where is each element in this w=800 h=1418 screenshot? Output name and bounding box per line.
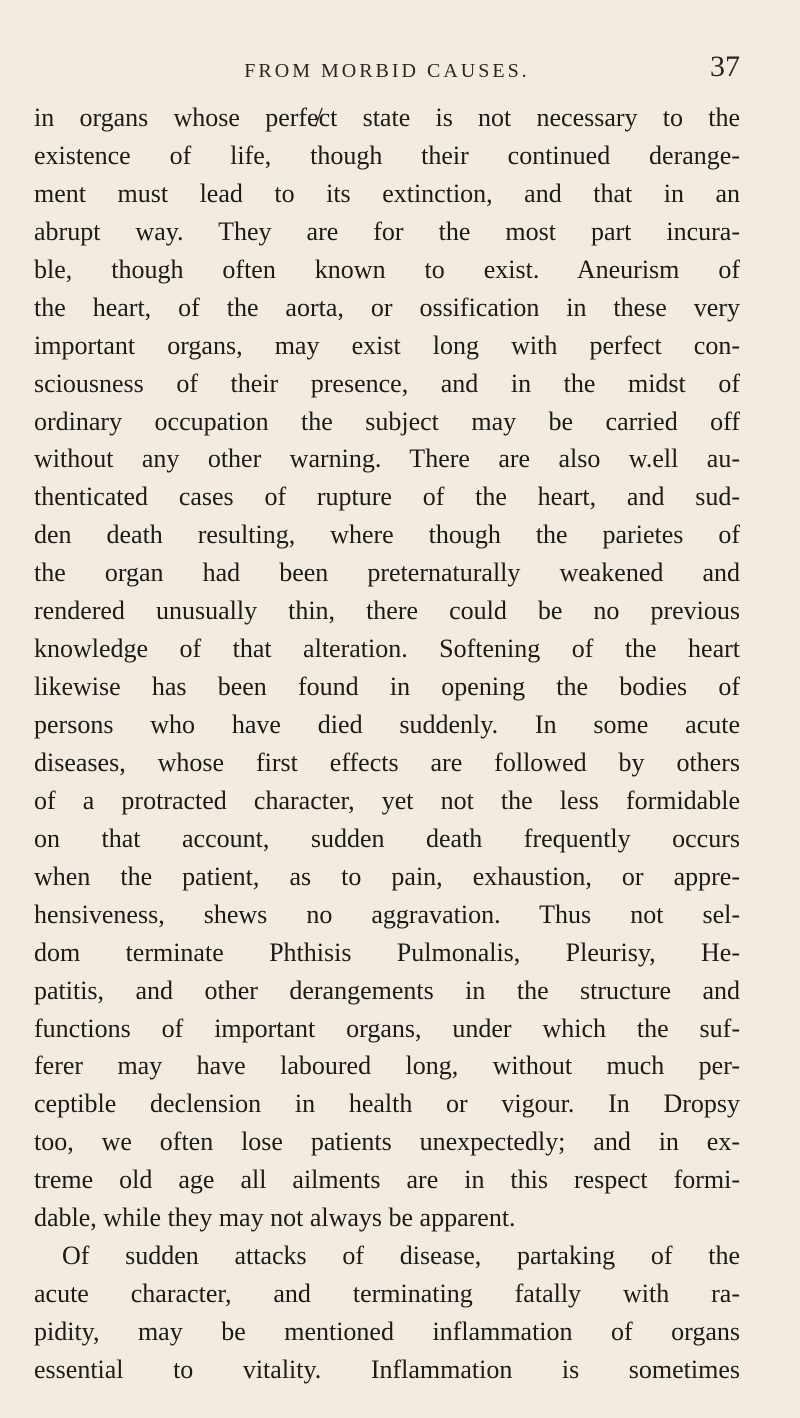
- text-line: of a protracted character, yet not the less formidable: [34, 785, 740, 815]
- text-line: sciousness of their presence, and in the midst of: [34, 368, 740, 398]
- text-line: functions of important organs, under which the suf-: [34, 1013, 740, 1043]
- text-line: ferer may have laboured long, without much per-: [34, 1051, 740, 1081]
- text-line: rendered unusually thin, there could be no previous: [34, 596, 740, 626]
- text-line: on that account, sudden death frequently occurs: [34, 823, 740, 853]
- text-line: ble, though often known to exist. Aneurism of: [34, 254, 740, 284]
- body-text: [34, 99, 740, 1389]
- text-line: in organs whose perfe̸ct state is not necessary to the: [34, 103, 740, 132]
- text-line: persons who have died suddenly. In some acute: [34, 710, 740, 739]
- text-line: dable, while they may not always be apparent.: [34, 1203, 516, 1233]
- text-line: likewise has been found in opening the bodies of: [34, 672, 740, 702]
- text-line: den death resulting, where though the parietes of: [34, 520, 740, 550]
- text-line: diseases, whose first effects are followed by others: [34, 747, 740, 777]
- text-line: abrupt way. They are for the most part incura-: [34, 216, 740, 246]
- text-line: hensiveness, shews no aggravation. Thus not sel-: [34, 899, 740, 929]
- text-line: ment must lead to its extinction, and that in an: [34, 178, 740, 208]
- page-number: 37: [710, 50, 740, 83]
- text-line: the heart, of the aorta, or ossification in these very: [34, 292, 740, 322]
- text-line: without any other warning. There are also w.ell au-: [34, 444, 740, 474]
- text-line: too, we often lose patients unexpectedly; and in ex-: [34, 1127, 740, 1157]
- text-line: knowledge of that alteration. Softening of the heart: [34, 634, 740, 664]
- text-line: dom terminate Phthisis Pulmonalis, Pleurisy, He-: [34, 937, 740, 967]
- text-line: existence of life, though their continued derange-: [34, 140, 740, 170]
- text-line: ceptible declension in health or vigour. In Dropsy: [34, 1089, 740, 1119]
- text-line: the organ had been preternaturally weakened and: [34, 558, 740, 588]
- text-line: pidity, may be mentioned inflammation of organs: [34, 1317, 740, 1346]
- paragraph-start-line: Of sudden attacks of disease, partaking of the: [62, 1241, 740, 1271]
- text-line: important organs, may exist long with perfect con-: [34, 330, 740, 360]
- text-line: ordinary occupation the subject may be carried off: [34, 406, 740, 436]
- text-line: patitis, and other derangements in the structure and: [34, 975, 740, 1005]
- text-line: essential to vitality. Inflammation is sometimes: [34, 1354, 740, 1384]
- running-head: [34, 46, 740, 86]
- text-line: acute character, and terminating fatally with ra-: [34, 1279, 740, 1309]
- text-line: thenticated cases of rupture of the heart, and sud-: [34, 482, 740, 512]
- text-line: when the patient, as to pain, exhaustion, or appre-: [34, 861, 740, 891]
- running-title: FROM MORBID CAUSES.: [244, 60, 530, 82]
- text-line: treme old age all ailments are in this respect formi-: [34, 1165, 740, 1195]
